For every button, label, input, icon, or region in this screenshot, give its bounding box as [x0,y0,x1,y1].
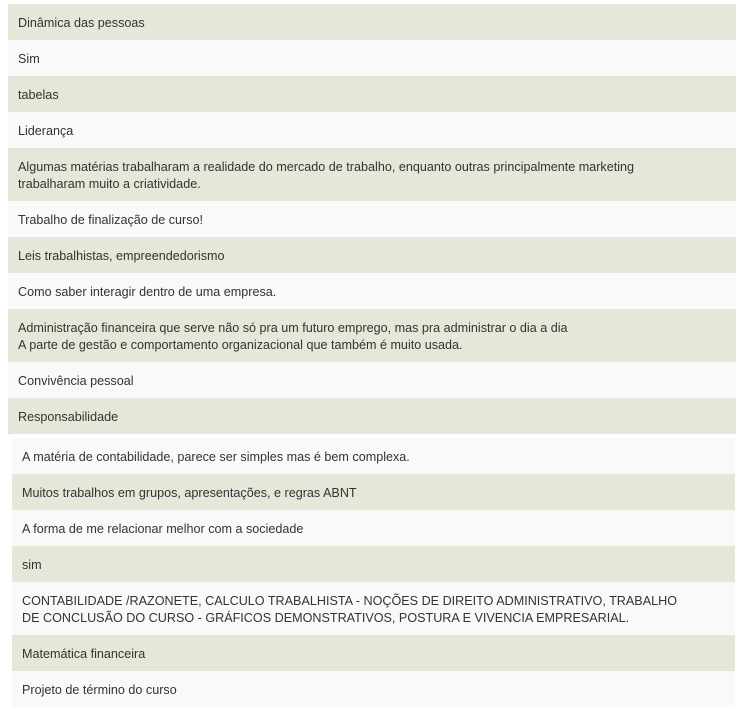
response-text: Projeto de término do curso [22,682,177,697]
response-text: Algumas matérias trabalharam a realidade do mercado de trabalho, enquanto outras principalmente marketing trabalharam muito a criatividade. [18,159,635,191]
response-row [8,40,736,76]
response-text: sim [22,557,42,572]
response-text: Liderança [18,123,74,138]
response-row [12,582,735,635]
response-text: Responsabilidade [18,409,119,424]
response-list-1 [8,4,736,434]
response-row [8,112,736,148]
response-text: Trabalho de finalização de curso! [18,212,204,227]
response-row [12,474,735,510]
response-text: A forma de me relacionar melhor com a sociedade [22,521,304,536]
response-text: A matéria de contabilidade, parece ser simples mas é bem complexa. [22,449,410,464]
response-row [8,4,736,40]
response-list-2 [12,438,735,707]
response-text: Matemática financeira [22,646,146,661]
response-row [12,510,735,546]
response-row [8,201,736,237]
response-row [12,635,735,671]
response-row [8,362,736,398]
response-text: Convivência pessoal [18,373,134,388]
response-text: Como saber interagir dentro de uma empresa. [18,284,277,299]
response-row [12,546,735,582]
response-row [8,76,736,112]
response-text: tabelas [18,87,59,102]
response-text: Sim [18,51,40,66]
response-row [8,309,736,362]
response-row [8,273,736,309]
response-row [8,398,736,434]
response-text: Dinâmica das pessoas [18,15,145,30]
response-row [12,671,735,707]
response-row [8,237,736,273]
response-row [8,148,736,201]
response-text: Administração financeira que serve não só pra um futuro emprego, mas pra administrar o dia a dia A parte de gestão e comportamento organizacional que também é muito usada. [18,320,568,352]
response-text: CONTABILIDADE /RAZONETE, CALCULO TRABALHISTA - NOÇÕES DE DIREITO ADMINISTRATIVO, TRABALHO DE CONCLUSÃO DO CURSO - GRÁFICOS DEMONSTRATIVOS, POSTURA E VIVENCIA EMPRESARIAL. [22,593,677,625]
response-row [12,438,735,474]
response-text: Leis trabalhistas, empreendedorismo [18,248,225,263]
response-text: Muitos trabalhos em grupos, apresentações, e regras ABNT [22,485,357,500]
